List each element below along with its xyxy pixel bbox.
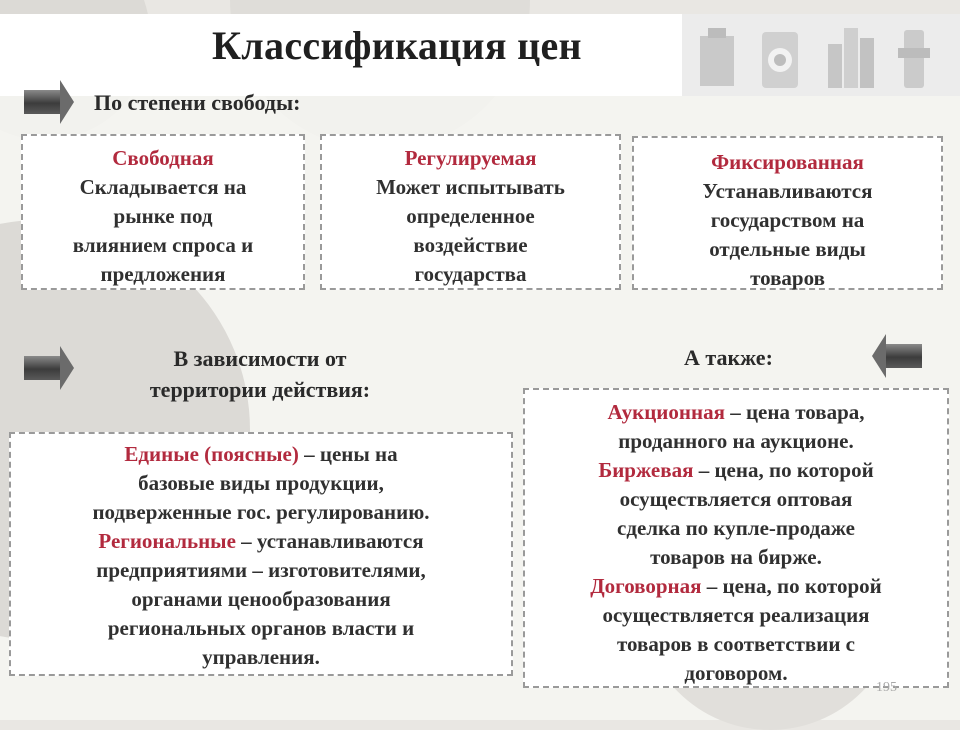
item-exchange <box>525 456 947 485</box>
text-line: осуществляется реализация <box>602 603 870 627</box>
term-regional: Региональные <box>98 529 236 553</box>
price-type-box-regulated <box>320 134 621 290</box>
text-line: – цена, по которой <box>701 574 882 598</box>
heading-line: территории действия: <box>149 377 371 402</box>
text-line: проданного на аукционе. <box>618 429 854 453</box>
slide-title: Классификация цен <box>212 23 582 68</box>
text-line: управления. <box>202 645 320 669</box>
text-line: – цена товара, <box>724 400 865 424</box>
term-uniform: Единые (поясные) <box>124 442 299 466</box>
decorative-objects-image <box>682 14 960 96</box>
term-auction: Аукционная <box>607 400 725 424</box>
arrow-left-icon <box>872 334 922 378</box>
text-line: товаров на бирже. <box>650 545 822 569</box>
text-line: товаров <box>750 266 825 290</box>
text-line: предложения <box>100 262 226 286</box>
text-line: воздействие <box>413 233 528 257</box>
term-regulated: Регулируемая <box>404 146 537 170</box>
text-line: Устанавливаются <box>702 179 873 203</box>
text-line: органами ценообразования <box>131 587 391 611</box>
text-line: – устанавливаются <box>235 529 424 553</box>
arrow-right-icon <box>24 346 74 390</box>
text-line: подверженные гос. регулированию. <box>92 500 430 524</box>
text-line: определенное <box>406 204 535 228</box>
text-line: товаров в соответствии с <box>616 632 856 656</box>
text-line: влиянием спроса и <box>72 233 254 257</box>
page-number: 195 <box>876 680 897 695</box>
text-line: Может испытывать <box>376 175 565 199</box>
text-line: – цена, по которой <box>693 458 874 482</box>
text-line: предприятиями – изготовителями, <box>96 558 426 582</box>
price-type-box-free <box>21 134 305 290</box>
term-contract: Договорная <box>590 574 702 598</box>
term-exchange: Биржевая <box>598 458 694 482</box>
section-heading-also: А также: <box>684 345 773 370</box>
arrow-right-icon <box>24 80 74 124</box>
price-type-box-fixed <box>632 136 943 290</box>
text-line: государства <box>414 262 527 286</box>
term-free: Свободная <box>112 146 214 170</box>
heading-line: В зависимости от <box>173 346 347 371</box>
term-fixed: Фиксированная <box>711 150 864 174</box>
text-line: договором. <box>684 661 788 685</box>
section-heading-freedom: По степени свободы: <box>94 90 301 115</box>
text-line: осуществляется оптовая <box>619 487 853 511</box>
item-auction <box>525 398 947 427</box>
territory-price-box <box>9 432 513 676</box>
other-prices-box <box>523 388 949 688</box>
text-line: Складывается на <box>79 175 247 199</box>
text-line: базовые виды продукции, <box>138 471 384 495</box>
text-line: отдельные виды <box>709 237 866 261</box>
text-line: сделка по купле-продаже <box>617 516 855 540</box>
section-heading-territory <box>80 343 440 405</box>
item-contract <box>525 572 947 601</box>
text-line: рынке под <box>113 204 213 228</box>
text-line: региональных органов власти и <box>107 616 415 640</box>
text-line: – цены на <box>298 442 398 466</box>
text-line: государством на <box>710 208 865 232</box>
item-uniform <box>11 440 511 469</box>
item-regional <box>11 527 511 556</box>
